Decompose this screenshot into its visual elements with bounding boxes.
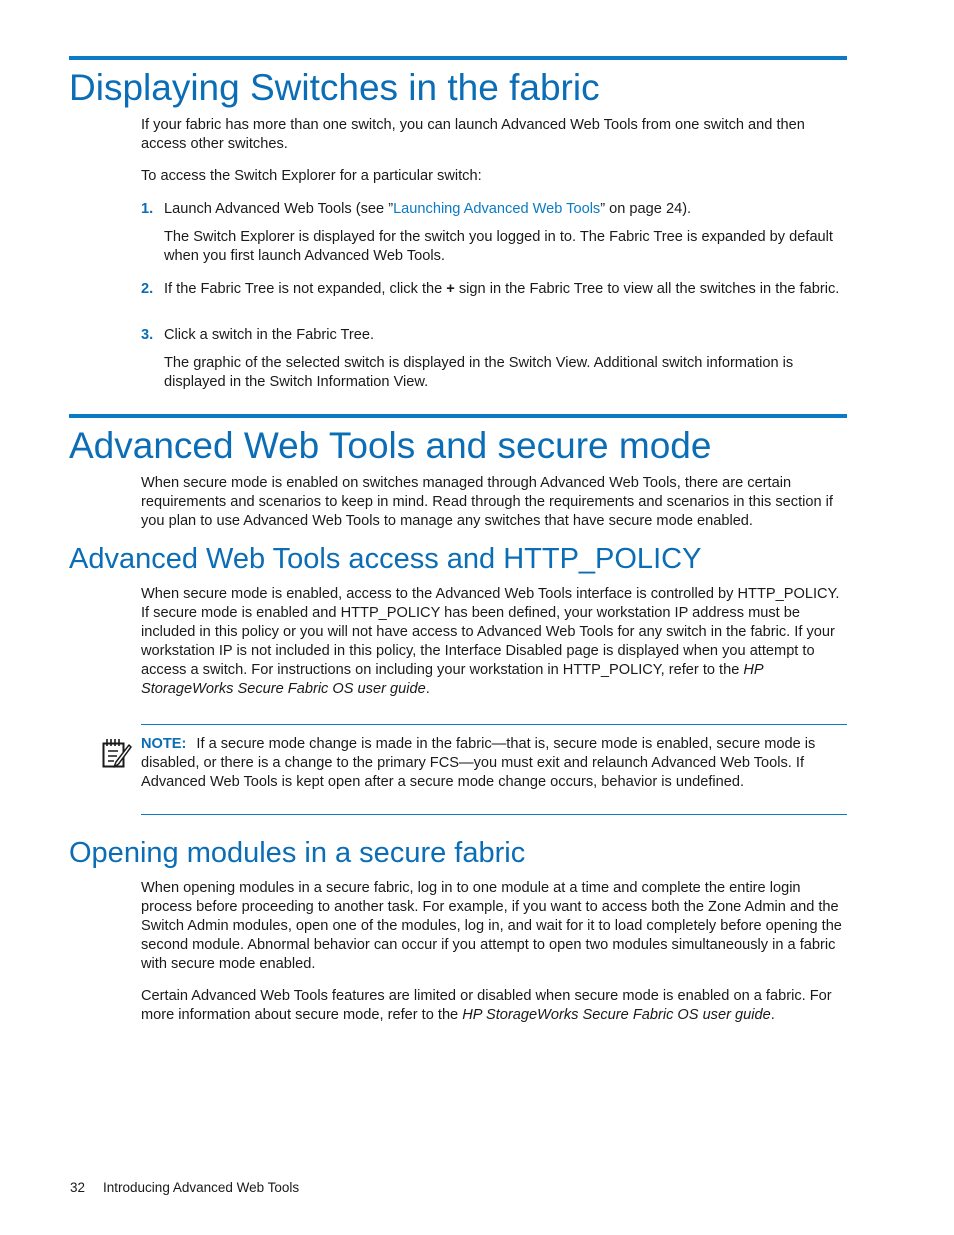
paragraph: To access the Switch Explorer for a particular switch: [141,168,482,184]
section-rule [69,414,847,418]
note-label: NOTE: [141,736,187,752]
step-detail: The Switch Explorer is displayed for the switch you logged in to. The Fabric Tree is expanded by default when you first launch Advanced Web Tools. [164,229,833,264]
note [141,735,846,792]
chapter-title: Introducing Advanced Web Tools [103,1180,300,1195]
step-number: 1. [141,201,154,217]
note-rule [141,814,847,815]
step-detail: The graphic of the selected switch is displayed in the Switch View. Additional switch information is displayed in the Switch Information View. [164,355,794,390]
step-number: 3. [141,327,154,343]
paragraph: When opening modules in a secure fabric, log in to one module at a time and complete the entire login process before proceeding to another task. For example, if you want to access both the Zone Admin and the Switch Admin modules, open one of the modules, log in, and wait for it to load completely before opening the second module. Abnormal behavior can occur if you attempt to open two modules simultaneously in a fabric with secure mode enabled. [141,880,842,972]
note-rule [141,724,847,725]
cross-reference-link[interactable]: Launching Advanced Web Tools [393,201,601,217]
heading-displaying-switches: Displaying Switches in the fabric [69,67,600,108]
heading-secure-mode: Advanced Web Tools and secure mode [69,425,712,466]
step-text: Click a switch in the Fabric Tree. [164,327,375,343]
step-text: Launch Advanced Web Tools (see ”Launching Advanced Web Tools” on page 24). [164,201,692,217]
note-icon [101,737,133,769]
paragraph: When secure mode is enabled on switches managed through Advanced Web Tools, there are certain requirements and scenarios to keep in mind. Read through the requirements and scenarios in this section if you plan to use Advanced Web Tools to manage any switches that have secure mode enabled. [141,475,833,529]
page-number: 32 [70,1180,86,1195]
paragraph: If your fabric has more than one switch, you can launch Advanced Web Tools from one switch and then access other switches. [141,117,805,152]
section-rule [69,56,847,60]
step-text: If the Fabric Tree is not expanded, click the + sign in the Fabric Tree to view all the switches in the fabric. [164,281,840,297]
paragraph: When secure mode is enabled, access to the Advanced Web Tools interface is controlled by HTTP_POLICY. If secure mode is enabled and HTTP_POLICY has been defined, your workstation IP address must be included in this policy or you will not have access to Advanced Web Tools for any switch in the fabric. If your workstation IP is not included in this policy, the Interface Disabled page is displayed when you attempt to access a switch. For instructions on including your workstation in HTTP_POLICY, refer to the HP StorageWorks Secure Fabric OS user guide. [141,586,840,697]
page-footer [70,1180,299,1195]
step-number: 2. [141,281,154,297]
note-text: If a secure mode change is made in the fabric—that is, secure mode is enabled, secure mode is disabled, or there is a change to the primary FCS—you must exit and relaunch Advanced Web Tools. If Advanced Web Tools is kept open after a secure mode change occurs, behavior is undefined. [141,736,816,790]
heading-opening-modules: Opening modules in a secure fabric [69,837,526,869]
heading-http-policy: Advanced Web Tools access and HTTP_POLICY [69,543,702,575]
paragraph: Certain Advanced Web Tools features are limited or disabled when secure mode is enabled on a fabric. For more information about secure mode, refer to the HP StorageWorks Secure Fabric OS user guide. [141,988,832,1023]
